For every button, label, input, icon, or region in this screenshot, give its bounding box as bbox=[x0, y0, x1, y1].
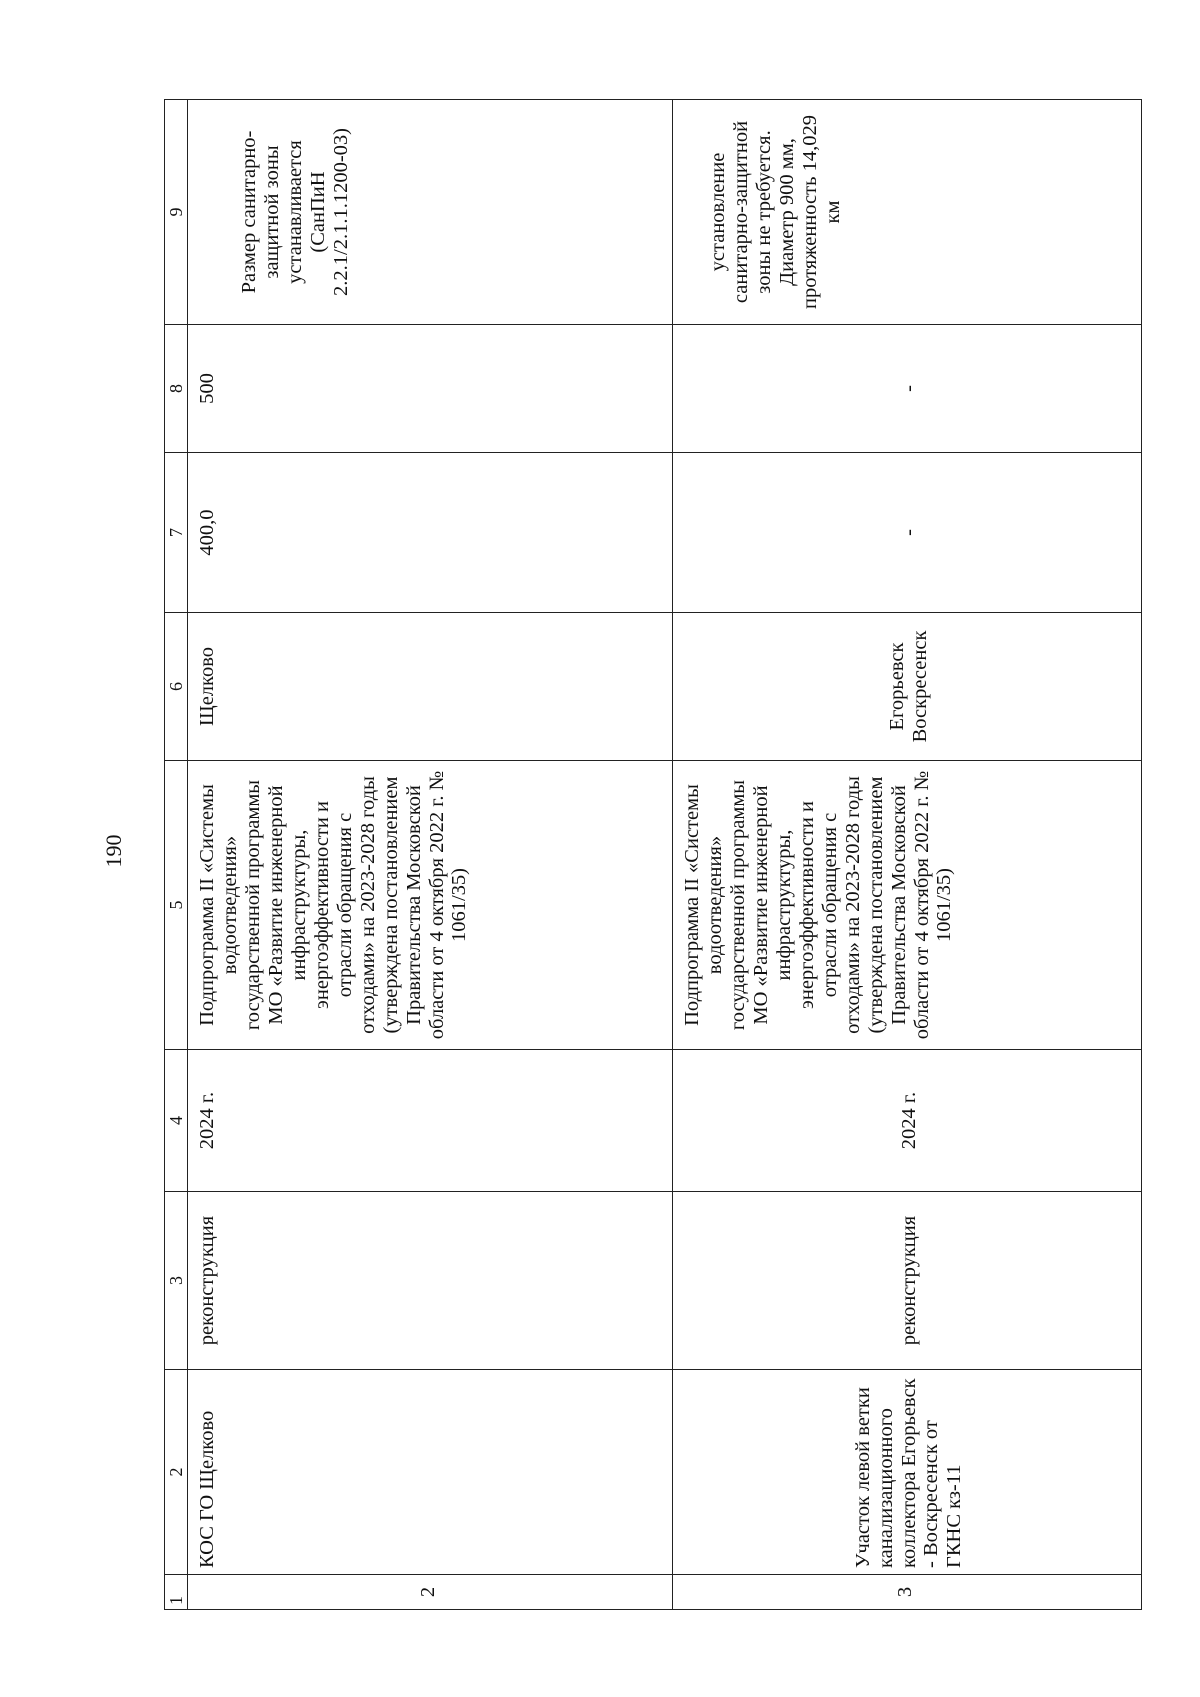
header-cell: 1 bbox=[165, 1575, 188, 1610]
header-cell: 9 bbox=[165, 100, 188, 325]
table-container bbox=[164, 100, 1064, 1610]
value-col8: - bbox=[673, 325, 1142, 453]
object-name: КОС ГО Щелково bbox=[188, 1370, 673, 1575]
header-row bbox=[165, 100, 188, 1610]
page-number: 190 bbox=[101, 834, 126, 868]
work-type: реконструкция bbox=[188, 1192, 673, 1370]
table-row bbox=[673, 100, 1142, 1610]
header-cell: 4 bbox=[165, 1050, 188, 1192]
row-number: 2 bbox=[188, 1575, 673, 1610]
header-cell: 3 bbox=[165, 1192, 188, 1370]
data-table bbox=[164, 99, 1142, 1610]
year: 2024 г. bbox=[188, 1050, 673, 1192]
value-col7: - bbox=[673, 453, 1142, 613]
header-cell: 7 bbox=[165, 453, 188, 613]
row-number: 3 bbox=[673, 1575, 1142, 1610]
note: установление санитарно-защитной зоны не требуется. Диаметр 900 мм, протяженность 14,029 км bbox=[673, 100, 1142, 325]
value-col8: 500 bbox=[188, 325, 673, 453]
location: Щелково bbox=[188, 613, 673, 761]
year: 2024 г. bbox=[673, 1050, 1142, 1192]
table-row bbox=[188, 100, 673, 1610]
value-col7: 400,0 bbox=[188, 453, 673, 613]
header-cell: 8 bbox=[165, 325, 188, 453]
header-cell: 6 bbox=[165, 613, 188, 761]
program: Подпрограмма II «Системы водоотведения» государственной программы МО «Развитие инженерной инфраструктуры, энергоэффективности и отрасли обращения с отходами» на 2023-2028 годы (утверждена постановлением Правительства Московской области от 4 октября 2022 г. № 1061/35) bbox=[188, 761, 673, 1050]
header-cell: 2 bbox=[165, 1370, 188, 1575]
object-name: Участок левой ветки канализационного коллектора Егорьевск - Воскресенск от ГКНС кз-11 bbox=[673, 1370, 1142, 1575]
note: Размер санитарно-защитной зоны устанавливается (СанПиН 2.2.1/2.1.1.1200-03) bbox=[188, 100, 673, 325]
location: Егорьевск Воскресенск bbox=[673, 613, 1142, 761]
program: Подпрограмма II «Системы водоотведения» государственной программы МО «Развитие инженерной инфраструктуры, энергоэффективности и отрасли обращения с отходами» на 2023-2028 годы (утверждена постановлением Правительства Московской области от 4 октября 2022 г. № 1061/35) bbox=[673, 761, 1142, 1050]
work-type: реконструкция bbox=[673, 1192, 1142, 1370]
header-cell: 5 bbox=[165, 761, 188, 1050]
